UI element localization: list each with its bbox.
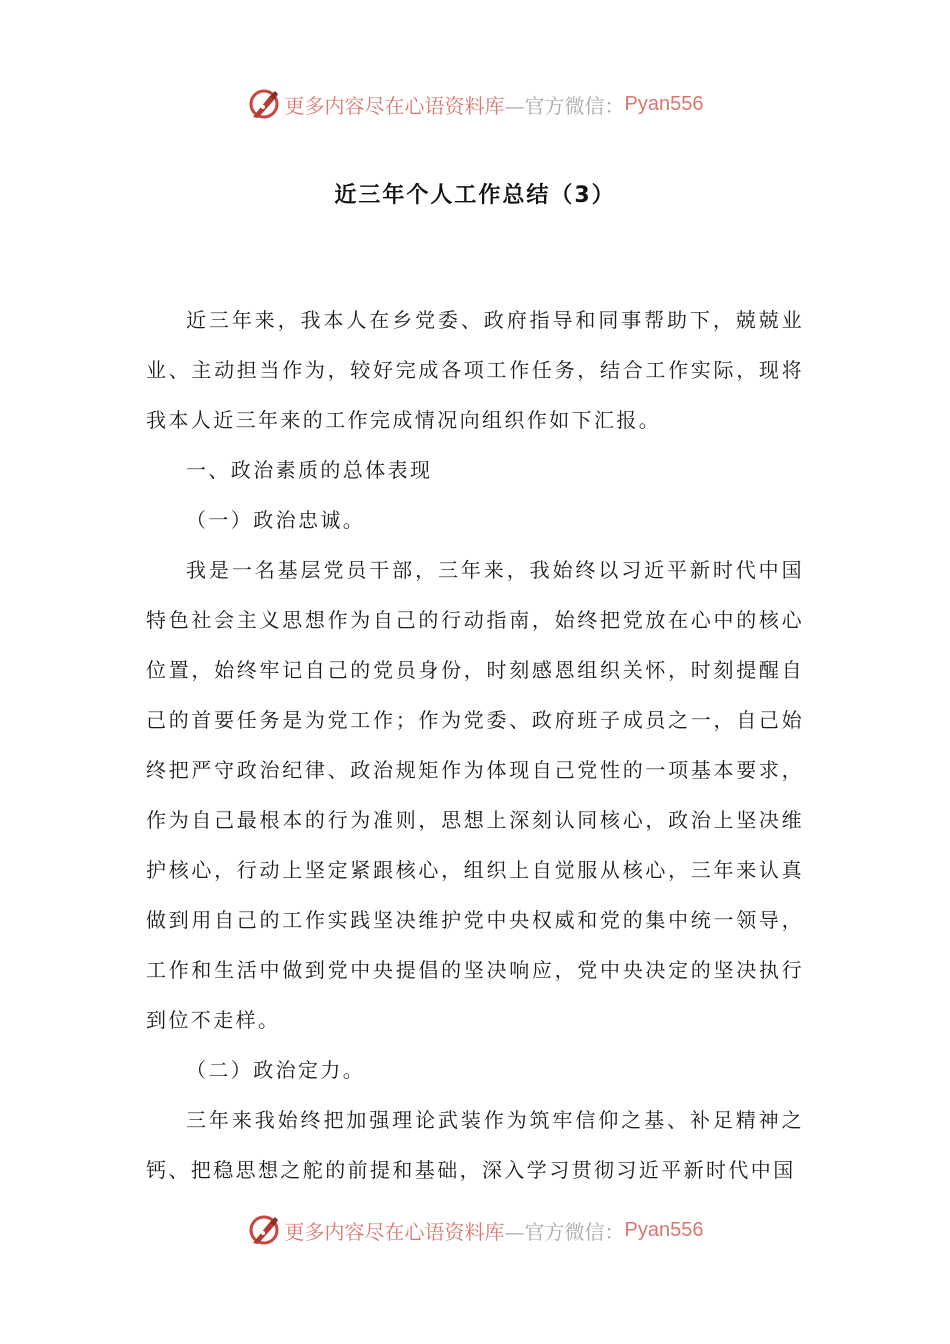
site-name-text: 更多内容尽在心语资料库 <box>284 93 505 118</box>
section-heading-1: 一、政治素质的总体表现 <box>186 458 433 482</box>
wechat-id-text: Pyan556 <box>624 1218 704 1241</box>
document-title: 近三年个人工作总结（3） <box>334 183 616 208</box>
subsection-heading-1: （一）政治忠诚。 <box>186 508 366 532</box>
wechat-label-text: —官方微信： <box>504 93 625 118</box>
header-watermark-banner <box>0 84 950 124</box>
intro-paragraph: 近三年来，我本人在乡党委、政府指导和同事帮助下，兢兢业业、主动担当作为，较好完成各项工作任务，结合工作实际，现将我本人近三年来的工作完成情况向组织作如下汇报。 <box>146 308 804 432</box>
body-paragraph: 三年来我始终把加强理论武装作为筑牢信仰之基、补足精神之钙、把稳思想之舵的前提和基础，深入学习贯彻习近平新时代中国 <box>146 1108 804 1182</box>
wechat-label-text: —官方微信： <box>504 1219 625 1244</box>
pen-nib-circle-icon <box>247 87 281 121</box>
wechat-id-text: Pyan556 <box>624 92 704 115</box>
body-paragraph: 我是一名基层党员干部，三年来，我始终以习近平新时代中国特色社会主义思想作为自己的行动指南，始终把党放在心中的核心位置，始终牢记自己的党员身份，时刻感恩组织关怀，时刻提醒自己的首要任务是为党工作；作为党委、政府班子成员之一，自己始终把严守政治纪律、政治规矩作为体现自己党性的一项基本要求，作为自己最根本的行为准则，思想上深刻认同核心，政治上坚决维护核心，行动上坚定紧跟核心，组织上自觉服从核心，三年来认真做到用自己的工作实践坚决维护党中央权威和党的集中统一领导，工作和生活中做到党中央提倡的坚决响应，党中央决定的坚决执行到位不走样。 <box>146 558 804 1032</box>
site-name-text: 更多内容尽在心语资料库 <box>284 1219 505 1244</box>
pen-nib-circle-icon <box>247 1213 281 1247</box>
subsection-heading-2: （二）政治定力。 <box>186 1058 366 1082</box>
document-body <box>146 295 804 1195</box>
footer-watermark-banner <box>0 1210 950 1250</box>
